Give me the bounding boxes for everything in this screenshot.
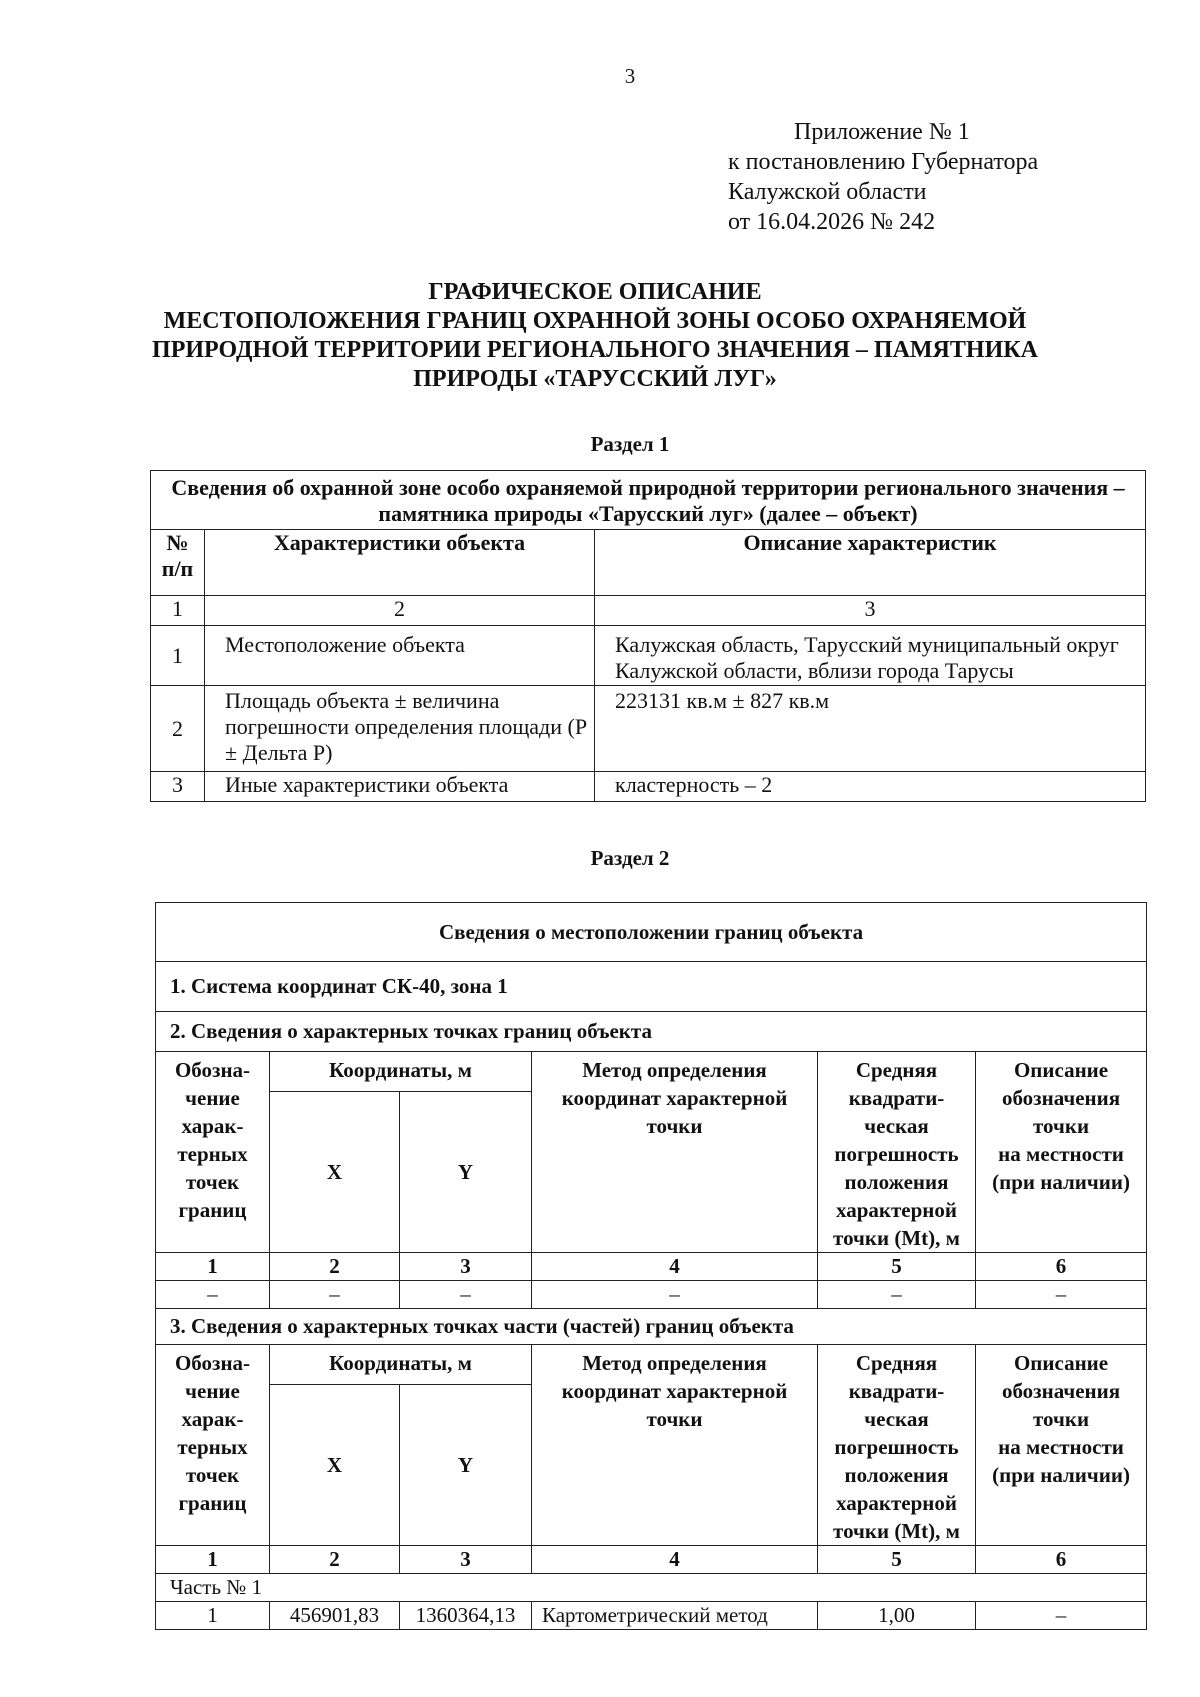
table-row — [156, 1546, 1147, 1574]
col-header-coordinates: Координаты, м — [270, 1052, 532, 1092]
dash-cell: – — [400, 1281, 532, 1309]
row-number: 1 — [151, 626, 205, 686]
point-description: – — [976, 1602, 1147, 1630]
col-header-point-description: Описание обозначения точки на местности (при наличии) — [976, 1052, 1147, 1253]
num-cell: 3 — [595, 596, 1146, 626]
row-description: 223131 кв.м ± 827 кв.м — [595, 686, 1146, 772]
table-row — [156, 1602, 1147, 1630]
col-header-x: X — [270, 1384, 400, 1545]
subsection-2-title: 2. Сведения о характерных точках границ объекта — [156, 1012, 1147, 1052]
num-cell: 5 — [818, 1253, 976, 1281]
document-title — [130, 278, 1060, 394]
num-cell: 5 — [818, 1546, 976, 1574]
dash-cell: – — [976, 1281, 1147, 1309]
col-header-point-description: Описание обозначения точки на местности (при наличии) — [976, 1345, 1147, 1546]
title-line-4: ПРИРОДЫ «ТАРУССКИЙ ЛУГ» — [413, 366, 777, 392]
num-cell: 2 — [205, 596, 595, 626]
col-header-x: X — [270, 1092, 400, 1253]
title-line-3: ПРИРОДНОЙ ТЕРРИТОРИИ РЕГИОНАЛЬНОГО ЗНАЧЕНИЯ – ПАМЯТНИКА — [152, 337, 1038, 363]
row-characteristic: Площадь объекта ± величина погрешности определения площади (P ± Дельта P) — [205, 686, 595, 772]
col-header-point: Обозна- чение харак- терных точек границ — [156, 1052, 270, 1253]
point-number: 1 — [156, 1602, 270, 1630]
section2-table — [155, 902, 1147, 1630]
coord-x: 456901,83 — [270, 1602, 400, 1630]
row-description: кластерность – 2 — [595, 772, 1146, 802]
appendix-line-4: от 16.04.2026 № 242 — [728, 209, 936, 235]
subsection-3-title: 3. Сведения о характерных точках части (частей) границ объекта — [156, 1309, 1147, 1345]
page-number: 3 — [624, 64, 636, 88]
col-header-number: № п/п — [151, 530, 205, 596]
dash-cell: – — [818, 1281, 976, 1309]
method: Картометрический метод — [532, 1602, 818, 1630]
error-value: 1,00 — [818, 1602, 976, 1630]
num-cell: 4 — [532, 1546, 818, 1574]
col-header-method: Метод определения координат характерной точки — [532, 1052, 818, 1253]
num-cell: 1 — [156, 1546, 270, 1574]
title-line-1: ГРАФИЧЕСКОЕ ОПИСАНИЕ — [428, 279, 762, 305]
table-row — [151, 772, 1146, 802]
num-cell: 1 — [156, 1253, 270, 1281]
appendix-line-2: к постановлению Губернатора — [728, 149, 1039, 175]
num-cell: 4 — [532, 1253, 818, 1281]
dash-cell: – — [532, 1281, 818, 1309]
col-header-description: Описание характеристик — [595, 530, 1146, 596]
table-row — [156, 1253, 1147, 1281]
col-header-characteristics: Характеристики объекта — [205, 530, 595, 596]
col-header-coordinates: Координаты, м — [270, 1345, 532, 1385]
num-cell: 3 — [400, 1253, 532, 1281]
section2-title: Раздел 2 — [590, 846, 670, 870]
section1-title: Раздел 1 — [590, 432, 670, 456]
row-characteristic: Иные характеристики объекта — [205, 772, 595, 802]
col-header-y: Y — [400, 1092, 532, 1253]
appendix-note — [728, 117, 1039, 237]
col-header-method: Метод определения координат характерной точки — [532, 1345, 818, 1546]
num-cell: 2 — [270, 1546, 400, 1574]
num-cell: 1 — [151, 596, 205, 626]
section2-table-header: Сведения о местоположении границ объекта — [156, 903, 1147, 962]
coord-y: 1360364,13 — [400, 1602, 532, 1630]
dash-cell: – — [156, 1281, 270, 1309]
title-line-2: МЕСТОПОЛОЖЕНИЯ ГРАНИЦ ОХРАННОЙ ЗОНЫ ОСОБО ОХРАНЯЕМОЙ — [163, 308, 1027, 334]
col-header-point: Обозна- чение харак- терных точек границ — [156, 1345, 270, 1546]
part-label: Часть № 1 — [156, 1574, 1147, 1602]
row-number: 2 — [151, 686, 205, 772]
col-header-error: Средняя квадрати- ческая погрешность положения характерной точки (Mt), м — [818, 1345, 976, 1546]
table-row — [156, 1281, 1147, 1309]
table-row — [151, 626, 1146, 686]
row-characteristic: Местоположение объекта — [205, 626, 595, 686]
num-cell: 2 — [270, 1253, 400, 1281]
num-cell: 6 — [976, 1546, 1147, 1574]
appendix-line-1: Приложение № 1 — [794, 119, 970, 145]
section1-table — [150, 470, 1146, 802]
coordinate-system: 1. Система координат СК-40, зона 1 — [156, 962, 1147, 1012]
col-header-y: Y — [400, 1384, 532, 1545]
dash-cell: – — [270, 1281, 400, 1309]
table-row — [151, 686, 1146, 772]
num-cell: 3 — [400, 1546, 532, 1574]
appendix-line-3: Калужской области — [728, 179, 927, 205]
table-row — [151, 596, 1146, 626]
row-number: 3 — [151, 772, 205, 802]
row-description: Калужская область, Тарусский муниципальный округ Калужской области, вблизи города Тарусы — [595, 626, 1146, 686]
num-cell: 6 — [976, 1253, 1147, 1281]
section1-table-header: Сведения об охранной зоне особо охраняемой природной территории регионального значения – памятника природы «Тарусский луг» (далее – объект) — [151, 471, 1146, 530]
col-header-error: Средняя квадрати- ческая погрешность положения характерной точки (Mt), м — [818, 1052, 976, 1253]
